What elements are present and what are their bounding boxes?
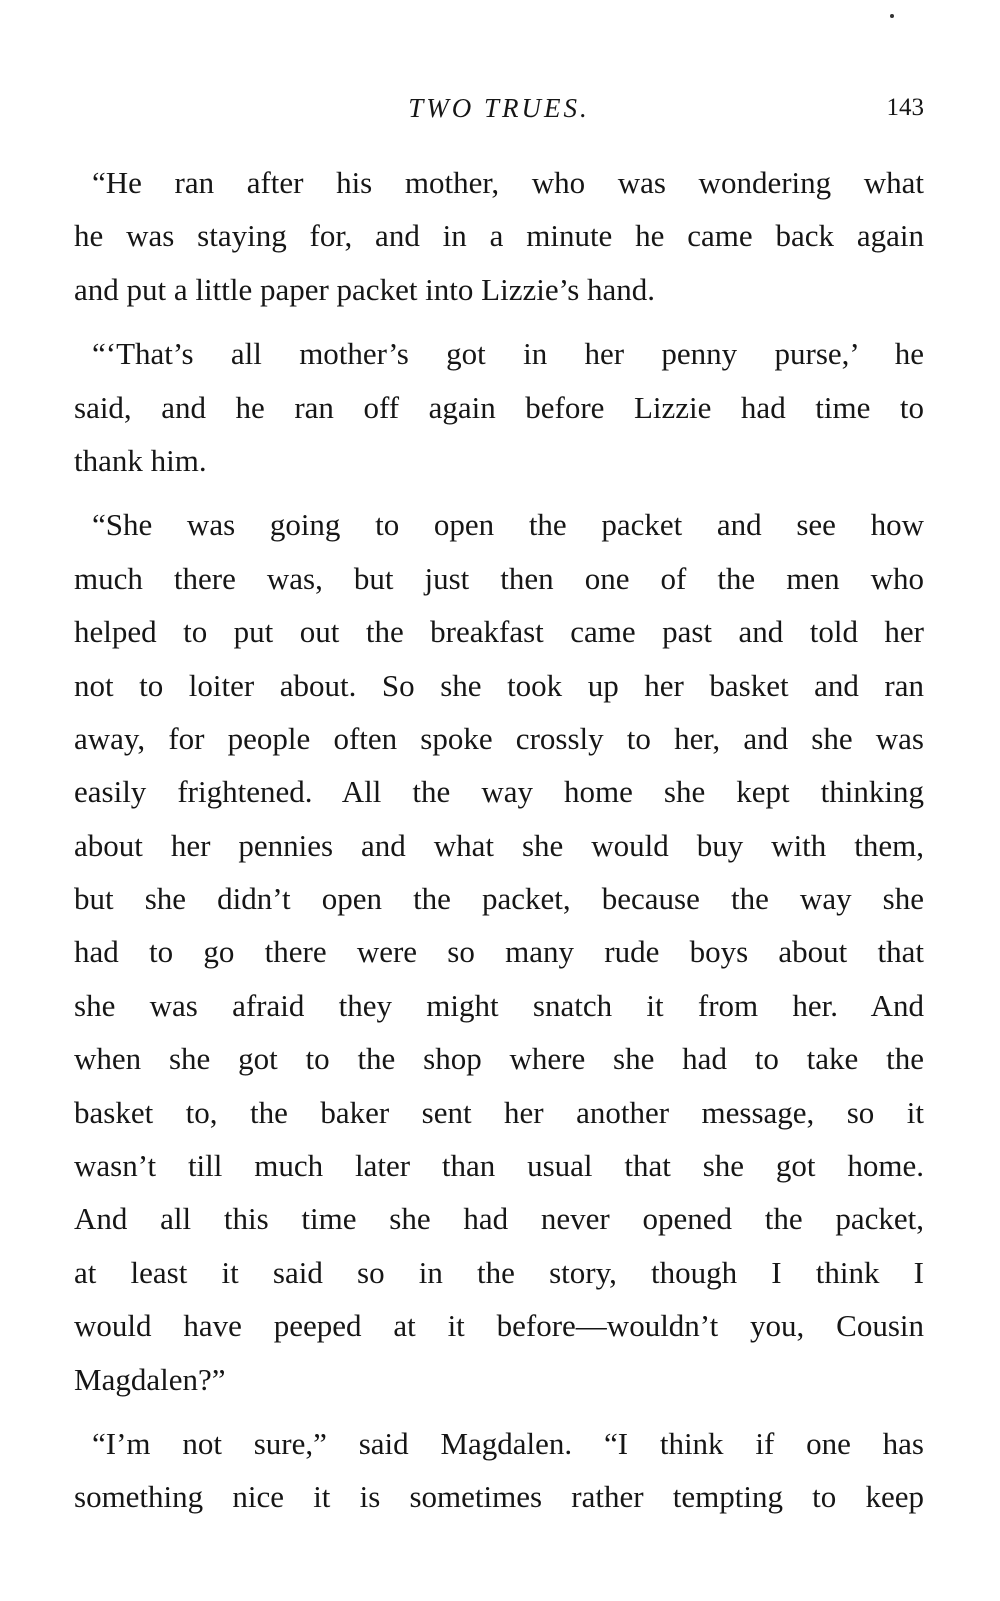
text-line: “He ran after his mother, who was wondering what (92, 165, 924, 200)
paragraph (74, 1417, 924, 1524)
text-line: something nice it is sometimes rather tempting to keep (74, 1479, 924, 1515)
paragraph (74, 498, 924, 1406)
text-line: at least it said so in the story, though I think I (74, 1254, 924, 1290)
text-line: had to go there were so many rude boys about that (74, 934, 924, 970)
text-line: said, and he ran off again before Lizzie had time to (74, 389, 924, 425)
text-line: would have peeped at it before—wouldn’t you, Cousin (74, 1308, 924, 1344)
text-line: when she got to the shop where she had to take the (74, 1041, 924, 1077)
text-line: helped to put out the breakfast came past and told her (74, 614, 924, 650)
text-line: “‘That’s all mother’s got in her penny purse,’ he (92, 336, 924, 372)
text-line: but she didn’t open the packet, because the way she (74, 881, 924, 917)
body-text (74, 156, 924, 1524)
print-speck (890, 14, 894, 18)
text-line: easily frightened. All the way home she kept thinking (74, 774, 924, 810)
text-line: he was staying for, and in a minute he came back again (74, 218, 924, 254)
text-line: not to loiter about. So she took up her basket and ran (74, 667, 924, 703)
page-number: 143 (886, 94, 924, 121)
text-line: about her pennies and what she would buy with them, (74, 827, 924, 863)
text-line: “I’m not sure,” said Magdalen. “I think if one has (92, 1425, 924, 1461)
text-line: basket to, the baker sent her another message, so it (74, 1094, 924, 1130)
text-line: Magdalen?” (74, 1361, 226, 1397)
text-line: And all this time she had never opened the packet, (74, 1201, 924, 1237)
text-line: much there was, but just then one of the men who (74, 560, 924, 596)
running-head (74, 88, 924, 128)
text-line: she was afraid they might snatch it from her. And (74, 987, 924, 1023)
text-line: thank him. (74, 442, 207, 478)
text-line: “She was going to open the packet and see how (92, 507, 924, 543)
text-line: and put a little paper packet into Lizzie’s hand. (74, 271, 656, 307)
paragraph (74, 327, 924, 487)
text-line: away, for people often spoke crossly to her, and she was (74, 720, 924, 756)
paragraph (74, 156, 924, 316)
text-line: wasn’t till much later than usual that she got home. (74, 1148, 924, 1184)
running-title: TWO TRUES. (408, 93, 590, 123)
